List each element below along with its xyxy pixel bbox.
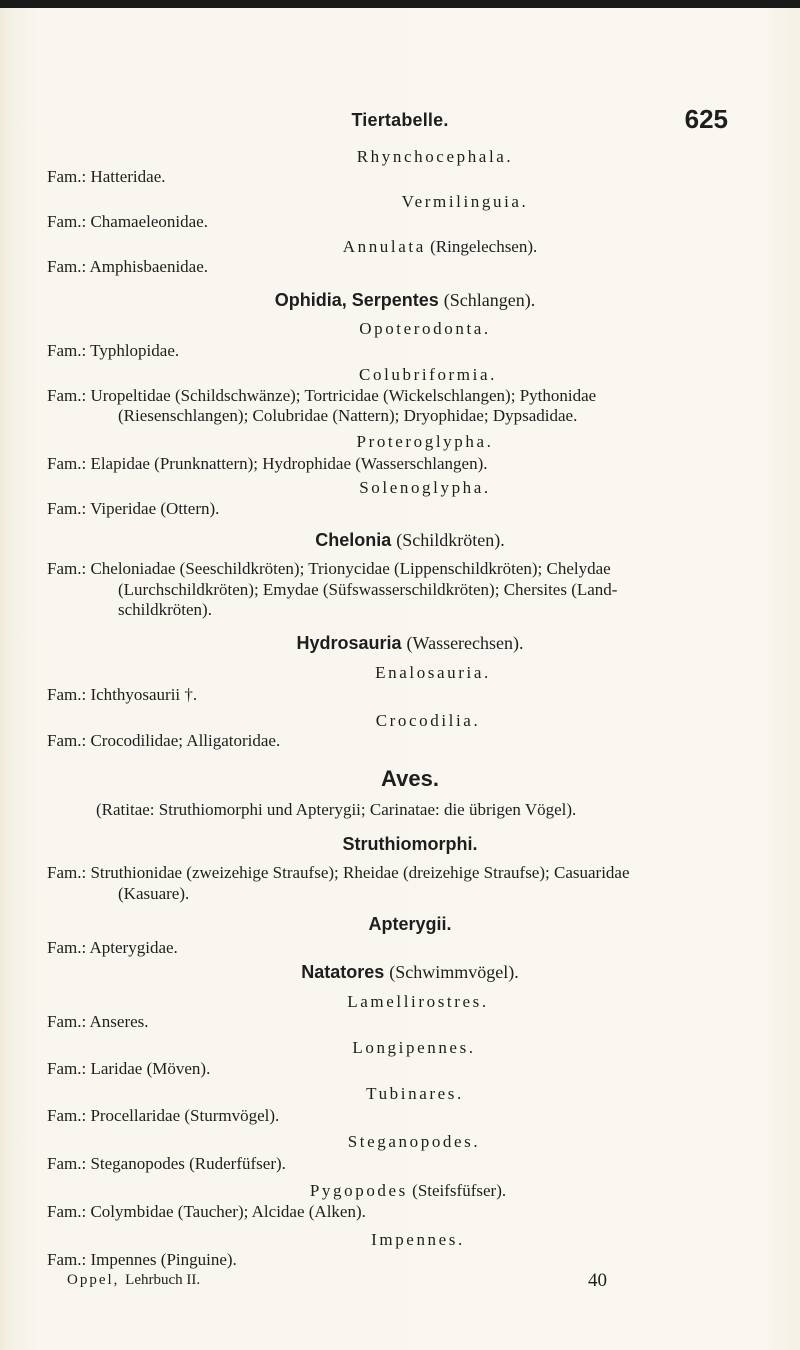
subheading: Steganopodes. bbox=[347, 1132, 481, 1151]
family-line-continued: (Lurchschildkröten); Emydae (Süfswasserschildkröten); Chersites (Land- bbox=[118, 580, 618, 599]
family-line: Fam.: Steganopodes (Ruderfüfser). bbox=[47, 1154, 286, 1173]
section-heading: Ophidia, Serpentes (Schlangen). bbox=[274, 290, 536, 310]
subheading: Vermilinguia. bbox=[401, 192, 529, 211]
subheading: Impennes. bbox=[371, 1230, 465, 1249]
subheading: Annulata (Ringelechsen). bbox=[342, 237, 538, 256]
family-line: Fam.: Cheloniadae (Seeschildkröten); Trionycidae (Lippenschildkröten); Chelydae bbox=[47, 559, 611, 578]
family-line: Fam.: Ichthyosaurii †. bbox=[47, 685, 198, 704]
class-note: (Ratitae: Struthiomorphi und Apterygii; Carinatae: die übrigen Vögel). bbox=[96, 800, 577, 819]
running-head: Tiertabelle. bbox=[351, 110, 449, 130]
family-line: Fam.: Crocodilidae; Alligatoridae. bbox=[47, 731, 281, 750]
family-line: Fam.: Elapidae (Prunknattern); Hydrophidae (Wasserschlangen). bbox=[47, 454, 488, 473]
section-heading: Struthiomorphi. bbox=[342, 834, 478, 854]
family-line-continued: (Riesenschlangen); Colubridae (Nattern); Dryophidae; Dypsadidae. bbox=[118, 406, 578, 425]
family-line: Fam.: Hatteridae. bbox=[47, 167, 166, 186]
family-line: Fam.: Struthionidae (zweizehige Straufse); Rheidae (dreizehige Straufse); Casuaridae bbox=[47, 863, 630, 882]
family-line: Fam.: Chamaeleonidae. bbox=[47, 212, 208, 231]
subheading: Proteroglypha. bbox=[356, 432, 494, 451]
scan-edge bbox=[0, 0, 800, 8]
family-line-continued: (Kasuare). bbox=[118, 884, 190, 903]
subheading: Tubinares. bbox=[366, 1084, 464, 1103]
section-heading: Chelonia (Schildkröten). bbox=[315, 530, 505, 550]
family-line: Fam.: Apterygidae. bbox=[47, 938, 178, 957]
family-line: Fam.: Impennes (Pinguine). bbox=[47, 1250, 237, 1269]
page-number: 625 bbox=[684, 104, 728, 134]
subheading: Opoterodonta. bbox=[359, 319, 491, 338]
family-line: Fam.: Amphisbaenidae. bbox=[47, 257, 209, 276]
family-line: Fam.: Typhlopidae. bbox=[47, 341, 180, 360]
footer-signature: Oppel, Lehrbuch II. bbox=[67, 1272, 201, 1288]
section-heading: Apterygii. bbox=[368, 914, 452, 934]
family-line: Fam.: Anseres. bbox=[47, 1012, 149, 1031]
subheading: Longipennes. bbox=[352, 1038, 476, 1057]
family-line: Fam.: Procellaridae (Sturmvögel). bbox=[47, 1106, 280, 1125]
family-line: Fam.: Laridae (Möven). bbox=[47, 1059, 211, 1078]
family-line: Fam.: Uropeltidae (Schildschwänze); Tortricidae (Wickelschlangen); Pythonidae bbox=[47, 386, 597, 405]
subheading: Pygopodes (Steifsfüfser). bbox=[309, 1181, 507, 1200]
subheading: Enalosauria. bbox=[375, 663, 491, 682]
page-header bbox=[0, 104, 800, 138]
signature-mark: 40 bbox=[588, 1270, 607, 1291]
subheading: Colubriformia. bbox=[359, 365, 497, 384]
subheading: Lamellirostres. bbox=[347, 992, 489, 1011]
family-line-continued: schildkröten). bbox=[118, 600, 212, 619]
class-heading: Aves. bbox=[381, 766, 439, 791]
subheading: Crocodilia. bbox=[375, 711, 481, 730]
subheading: Solenoglypha. bbox=[359, 478, 491, 497]
family-line: Fam.: Colymbidae (Taucher); Alcidae (Alken). bbox=[47, 1202, 366, 1221]
family-line: Fam.: Viperidae (Ottern). bbox=[47, 499, 220, 518]
subheading: Rhynchocephala. bbox=[356, 147, 514, 166]
section-heading: Hydrosauria (Wasserechsen). bbox=[296, 633, 524, 653]
section-heading: Natatores (Schwimmvögel). bbox=[301, 962, 519, 982]
